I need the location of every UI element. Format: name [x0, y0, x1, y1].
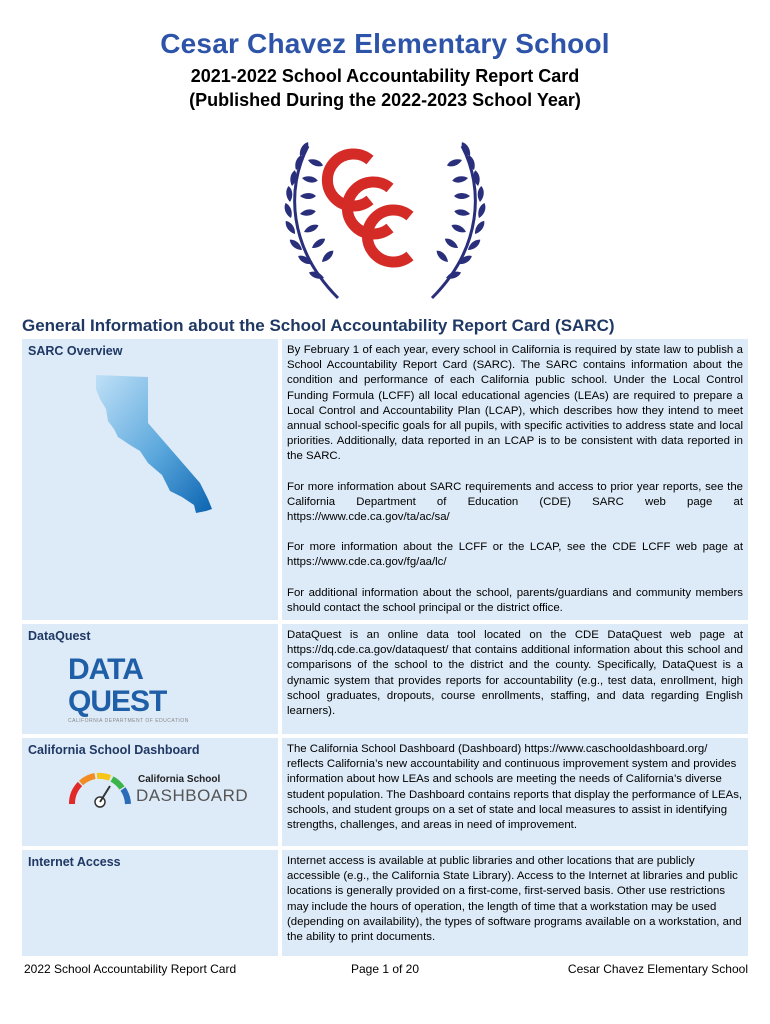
- dashboard-gauge-icon: [66, 768, 134, 808]
- dataquest-logo: [68, 654, 238, 724]
- label-cell: [22, 738, 278, 846]
- footer-page-number: Page 1 of 20: [350, 962, 420, 976]
- section-heading: General Information about the School Accountability Report Card (SARC): [22, 316, 615, 335]
- dashboard-logo-line2: DASHBOARD: [136, 786, 249, 805]
- paragraph: Internet access is available at public libraries and other locations that are publicly accessible (e.g., the California State Library). Access to the Internet at libraries and public locations is generally provided on a first-come, first-served basis. Other use restrictions may include the hours of operation, the length of time that a workstation may be used (depending on availability), the types of software programs available on a workstation, and the ability to print documents.: [287, 855, 742, 944]
- text-cell: [282, 850, 748, 956]
- row-internet-access: [22, 850, 748, 956]
- published-note: (Published During the 2022-2023 School Year): [189, 90, 581, 110]
- dataquest-logo-text: DATA QUEST: [68, 653, 167, 718]
- info-table: [22, 339, 748, 960]
- dashboard-logo-line1: California School: [138, 774, 221, 785]
- california-map: [92, 371, 218, 521]
- footer-left: 2022 School Accountability Report Card: [24, 962, 237, 976]
- paragraph: For additional information about the school, parents/guardians and community members should contact the school principal or the district office.: [287, 586, 743, 614]
- row-label: DataQuest: [28, 629, 91, 643]
- label-cell: [22, 850, 278, 956]
- paragraph: DataQuest is an online data tool located on the CDE DataQuest web page at https://dq.cde.ca.gov/dataquest/ that contains additional information about this school and comparisons of the school to the district and the county. Specifically, DataQuest is a dynamic system that provides reports for accountability (e.g., test data, enrollment, high school graduates, dropouts, course enrollments, staffing, and data regarding English learners).: [287, 629, 743, 718]
- row-label: California School Dashboard: [28, 743, 200, 757]
- footer-right: Cesar Chavez Elementary School: [567, 962, 748, 976]
- page-title: Cesar Chavez Elementary School: [160, 28, 610, 59]
- report-title: 2021-2022 School Accountability Report Card: [190, 66, 580, 86]
- row-dashboard: [22, 738, 748, 846]
- school-logo: [278, 138, 492, 308]
- row-label: SARC Overview: [28, 344, 123, 358]
- ccc-letters: [327, 154, 410, 262]
- label-cell: [22, 339, 278, 620]
- row-sarc-overview: [22, 339, 748, 620]
- paragraph: For more information about the LCFF or the LCAP, see the CDE LCFF web page at https://www.cde.ca.gov/fg/aa/lc/: [287, 541, 743, 569]
- row-dataquest: [22, 624, 748, 734]
- text-cell: [282, 339, 748, 620]
- paragraph: By February 1 of each year, every school in California is required by state law to publish a School Accountability Report Card (SARC). The SARC contains information about the condition and performance of each California public school. Under the Local Control Funding Formula (LCFF) all local educational agencies (LEAs) are required to prepare a Local Control and Accountability Plan (LCAP), which describes how they intend to meet annual school-specific goals for all pupils, with specific activities to address state and local priorities. Additionally, data reported in an LCAP is to be consistent with data reported in the SARC.: [287, 344, 743, 463]
- text-cell: [282, 624, 748, 734]
- row-label: Internet Access: [28, 855, 121, 869]
- paragraph: For more information about SARC requirements and access to prior year reports, see the California Department of Education (CDE) SARC web page at https://www.cde.ca.gov/ta/ac/sa/: [287, 480, 743, 524]
- text-cell: [282, 738, 748, 846]
- paragraph: The California School Dashboard (Dashboard) https://www.caschooldashboard.org/ reflects California’s new accountability and continuous improvement system and provides information about how LEAs and schools are meeting the needs of California’s diverse student population. The Dashboard contains reports that display the performance of LEAs, schools, and student groups on a set of state and local measures to assist in identifying strengths, challenges, and areas in need of improvement.: [287, 743, 743, 832]
- dataquest-logo-tagline: CALIFORNIA DEPARTMENT OF EDUCATION: [68, 718, 189, 724]
- label-cell: [22, 624, 278, 734]
